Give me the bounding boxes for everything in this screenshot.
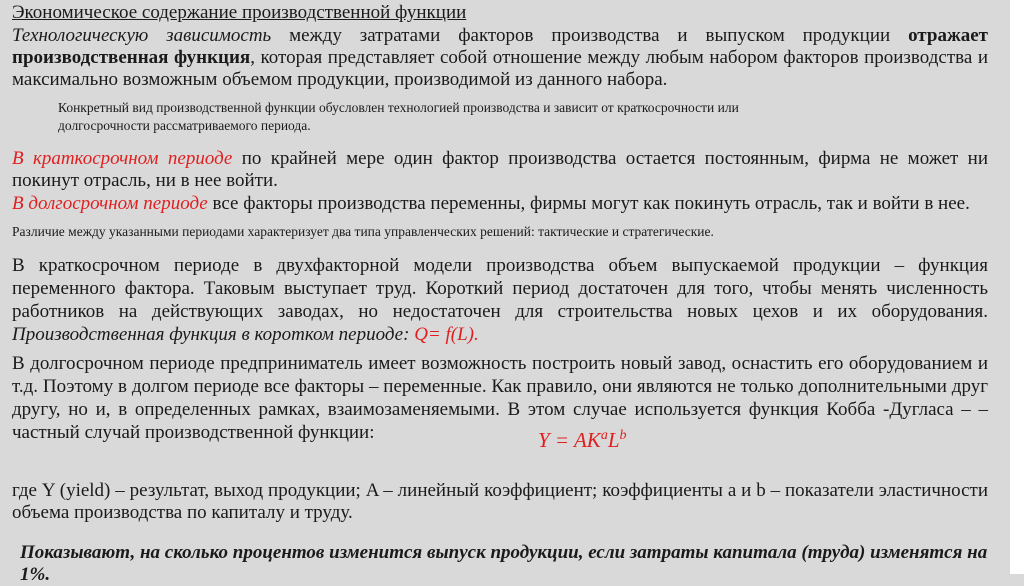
short-run-function-label: Производственная функция в коротком периоде: bbox=[12, 324, 415, 345]
long-period-paragraph bbox=[12, 193, 988, 215]
right-margin-band bbox=[1010, 0, 1024, 574]
formula-exponent-b: b bbox=[619, 428, 627, 443]
long-period-text: все факторы производства переменны, фирмы могут как покинуть отрасль, так и войти в нее. bbox=[207, 193, 970, 214]
short-run-formula: Q= f(L). bbox=[414, 324, 479, 345]
short-period-text: по крайней мере один фактор производства остается постоянным, фирма не может ни покинут отрасль, ни в нее войти. bbox=[12, 148, 989, 191]
definition-text-a: между затратами факторов производства и выпуском продукции bbox=[271, 25, 909, 46]
short-period-paragraph bbox=[12, 148, 988, 192]
production-function-term: отражает производственная функция bbox=[12, 25, 988, 68]
decision-types-note: Различие между указанными периодами характеризует два типа управленческих решений: тактические и стратегические. bbox=[12, 224, 714, 239]
short-run-text: В краткосрочном периоде в двухфакторной модели производства объем выпускаемой продукции – функция переменного фактора. Таковым выступает труд. Короткий период достаточен для того, чтобы менять численность работников на действующих заводах, но недостаточен для строительства новых цехов и их оборудования. bbox=[12, 255, 988, 322]
cobb-douglas-formula bbox=[538, 428, 627, 453]
definition-paragraph bbox=[12, 25, 988, 91]
technology-note: Конкретный вид производственной функции обусловлен технологией производства и зависит от краткосрочности или долгосрочности рассматриваемого периода. bbox=[58, 100, 739, 133]
formula-exponent-a: a bbox=[600, 428, 608, 443]
formula-base: Y = AK bbox=[538, 428, 601, 452]
long-period-label: В долгосрочном периоде bbox=[12, 193, 208, 214]
short-period-label: В краткосрочном периоде bbox=[12, 148, 233, 169]
short-run-model-paragraph bbox=[12, 254, 988, 346]
elasticity-conclusion: Показывают, на сколько процентов изменится выпуск продукции, если затраты капитала (труда) изменятся на 1%. bbox=[20, 542, 988, 585]
formula-labor: L bbox=[607, 428, 620, 452]
long-run-paragraph: В долгосрочном периоде предприниматель имеет возможность построить новый завод, оснастить его оборудованием и т.д. Поэтому в долгом периоде все факторы – переменные. Как правило, они являются не только дополнительными друг другу, но и, в определенных рамках, взаимозаменяемыми. В этом случае используется функция Кобба -Дугласа – – частный случай производственной функции: bbox=[12, 353, 988, 443]
page-title: Экономическое содержание производственной функции bbox=[12, 2, 467, 23]
tech-dependency-term: Технологическую зависимость bbox=[12, 25, 272, 46]
definition-text-b: , которая представляет собой отношение между любым набором факторов производства и максимально возможным объемом продукции, производимой из данного набора. bbox=[12, 47, 988, 90]
variables-legend-paragraph: где Y (yield) – результат, выход продукции; A – линейный коэффициент; коэффициенты a и b – показатели эластичности объема производства по капиталу и труду. bbox=[12, 480, 988, 523]
